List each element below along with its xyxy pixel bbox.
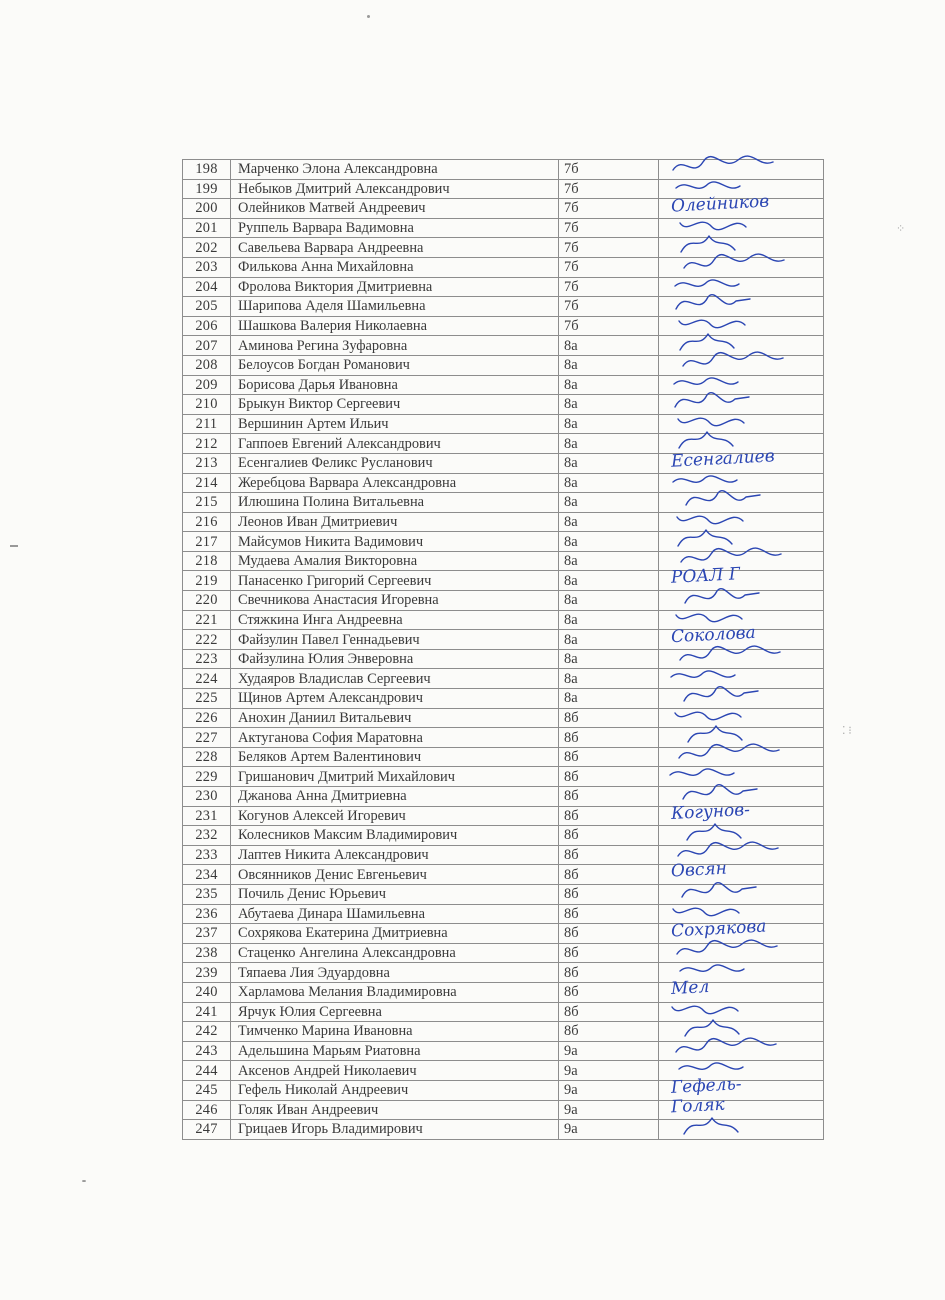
class-label: 7б <box>559 316 659 336</box>
signature-cell <box>659 191 824 219</box>
signature-cell <box>659 943 824 963</box>
class-label: 8а <box>559 591 659 611</box>
class-label: 8а <box>559 395 659 415</box>
class-label: 8б <box>559 963 659 983</box>
table-row <box>183 473 824 493</box>
row-number: 229 <box>183 767 231 787</box>
class-label: 8б <box>559 904 659 924</box>
class-label: 8а <box>559 630 659 650</box>
row-number: 231 <box>183 806 231 826</box>
handwritten-signature: Олейников <box>670 191 770 217</box>
student-name: Майсумов Никита Вадимович <box>231 532 559 552</box>
class-label: 8б <box>559 845 659 865</box>
row-number: 245 <box>183 1080 231 1100</box>
class-label: 8б <box>559 728 659 748</box>
row-number: 225 <box>183 689 231 709</box>
table-row <box>183 924 824 944</box>
student-name: Стаценко Ангелина Александровна <box>231 943 559 963</box>
class-label: 7б <box>559 257 659 277</box>
signature-cell <box>659 473 824 493</box>
handwritten-signature: Овсян <box>670 858 728 882</box>
student-name: Леонов Иван Дмитриевич <box>231 512 559 532</box>
row-number: 246 <box>183 1100 231 1120</box>
class-label: 8б <box>559 767 659 787</box>
class-label: 8а <box>559 649 659 669</box>
signature-cell <box>659 767 824 787</box>
class-label: 8б <box>559 943 659 963</box>
student-name: Мудаева Амалия Викторовна <box>231 551 559 571</box>
student-name: Ярчук Юлия Сергеевна <box>231 1002 559 1022</box>
signature-cell <box>659 532 824 552</box>
class-label: 8а <box>559 493 659 513</box>
student-list-table <box>182 159 824 1140</box>
row-number: 205 <box>183 297 231 317</box>
table-row <box>183 199 824 219</box>
class-label: 8б <box>559 982 659 1002</box>
signature-cell <box>659 708 824 728</box>
class-label: 8а <box>559 414 659 434</box>
student-name: Файзулин Павел Геннадьевич <box>231 630 559 650</box>
table-row <box>183 571 824 591</box>
handwritten-signature: Когунов- <box>670 799 751 824</box>
student-name: Руппель Варвара Вадимовна <box>231 218 559 238</box>
student-name: Гефель Николай Андреевич <box>231 1080 559 1100</box>
row-number: 222 <box>183 630 231 650</box>
row-number: 234 <box>183 865 231 885</box>
table-row <box>183 316 824 336</box>
signature-cell <box>659 787 824 807</box>
row-number: 204 <box>183 277 231 297</box>
student-name: Свечникова Анастасия Игоревна <box>231 591 559 611</box>
signature-cell <box>659 257 824 277</box>
row-number: 203 <box>183 257 231 277</box>
signature-cell <box>659 395 824 415</box>
signature-cell <box>659 747 824 767</box>
row-number: 206 <box>183 316 231 336</box>
table-row <box>183 1022 824 1042</box>
row-number: 202 <box>183 238 231 258</box>
signature-cell <box>659 160 824 180</box>
signature-cell <box>659 1094 824 1120</box>
student-name: Шашкова Валерия Николаевна <box>231 316 559 336</box>
signature-cell <box>659 414 824 434</box>
table-row <box>183 238 824 258</box>
student-name: Колесников Максим Владимирович <box>231 826 559 846</box>
row-number: 209 <box>183 375 231 395</box>
table-row <box>183 257 824 277</box>
signature-cell <box>659 238 824 258</box>
signature-cell <box>659 826 824 846</box>
row-number: 233 <box>183 845 231 865</box>
student-name: Лаптев Никита Александрович <box>231 845 559 865</box>
table-row <box>183 865 824 885</box>
signature-cell <box>659 1002 824 1022</box>
scan-speck <box>367 15 370 18</box>
table-row <box>183 845 824 865</box>
signature-cell <box>659 728 824 748</box>
student-name: Худаяров Владислав Сергеевич <box>231 669 559 689</box>
signature-cell <box>659 904 824 924</box>
student-name: Адельшина Марьям Риатовна <box>231 1041 559 1061</box>
row-number: 210 <box>183 395 231 415</box>
table-row <box>183 669 824 689</box>
signature-cell <box>659 355 824 375</box>
table-row <box>183 591 824 611</box>
student-name: Марченко Элона Александровна <box>231 160 559 180</box>
table-row <box>183 747 824 767</box>
class-label: 8б <box>559 884 659 904</box>
student-name: Белоусов Богдан Романович <box>231 355 559 375</box>
row-number: 221 <box>183 610 231 630</box>
table-row <box>183 493 824 513</box>
row-number: 201 <box>183 218 231 238</box>
signature-cell <box>659 591 824 611</box>
table-row <box>183 708 824 728</box>
student-name: Фролова Виктория Дмитриевна <box>231 277 559 297</box>
class-label: 8а <box>559 336 659 356</box>
signature-cell <box>659 1120 824 1140</box>
row-number: 213 <box>183 453 231 473</box>
signature-cell <box>659 564 824 591</box>
row-number: 211 <box>183 414 231 434</box>
table-row <box>183 375 824 395</box>
student-name: Файзулина Юлия Энверовна <box>231 649 559 669</box>
student-name: Харламова Мелания Владимировна <box>231 982 559 1002</box>
handwritten-signature: Соколова <box>670 623 757 648</box>
student-name: Есенгалиев Феликс Русланович <box>231 453 559 473</box>
signature-cell <box>659 1022 824 1042</box>
handwritten-signature: Мел <box>670 976 710 999</box>
student-name: Небыков Дмитрий Александрович <box>231 179 559 199</box>
row-number: 223 <box>183 649 231 669</box>
student-name: Беляков Артем Валентинович <box>231 747 559 767</box>
table-row <box>183 630 824 650</box>
row-number: 198 <box>183 160 231 180</box>
table-row <box>183 728 824 748</box>
row-number: 200 <box>183 199 231 219</box>
signature-cell <box>659 512 824 532</box>
student-name: Вершинин Артем Ильич <box>231 414 559 434</box>
row-number: 217 <box>183 532 231 552</box>
table-row <box>183 336 824 356</box>
table-row <box>183 1041 824 1061</box>
table-row <box>183 963 824 983</box>
row-number: 215 <box>183 493 231 513</box>
student-name: Сохрякова Екатерина Дмитриевна <box>231 924 559 944</box>
signature-cell <box>659 1041 824 1061</box>
scan-speck <box>82 1180 86 1182</box>
row-number: 226 <box>183 708 231 728</box>
class-label: 8б <box>559 708 659 728</box>
class-label: 9а <box>559 1061 659 1081</box>
row-number: 220 <box>183 591 231 611</box>
table-row <box>183 649 824 669</box>
table-row <box>183 884 824 904</box>
class-label: 7б <box>559 238 659 258</box>
row-number: 230 <box>183 787 231 807</box>
student-name: Абутаева Динара Шамильевна <box>231 904 559 924</box>
class-label: 9а <box>559 1041 659 1061</box>
signature-cell <box>659 623 824 650</box>
signature-cell <box>659 336 824 356</box>
signature-cell <box>659 493 824 513</box>
signature-cell <box>659 179 824 199</box>
signature-cell <box>659 858 824 885</box>
signature-cell <box>659 845 824 865</box>
class-label: 8а <box>559 512 659 532</box>
class-label: 8б <box>559 787 659 807</box>
table-row <box>183 1100 824 1120</box>
row-number: 236 <box>183 904 231 924</box>
student-name: Щинов Артем Александрович <box>231 689 559 709</box>
student-name: Когунов Алексей Игоревич <box>231 806 559 826</box>
student-name: Савельева Варвара Андреевна <box>231 238 559 258</box>
signature-cell <box>659 434 824 454</box>
table-row <box>183 218 824 238</box>
row-number: 242 <box>183 1022 231 1042</box>
row-number: 227 <box>183 728 231 748</box>
table-row <box>183 1080 824 1100</box>
class-label: 7б <box>559 297 659 317</box>
class-label: 8б <box>559 1002 659 1022</box>
student-name: Стяжкина Инга Андреевна <box>231 610 559 630</box>
student-name: Анохин Даниил Витальевич <box>231 708 559 728</box>
row-number: 237 <box>183 924 231 944</box>
row-number: 241 <box>183 1002 231 1022</box>
student-name: Брыкун Виктор Сергеевич <box>231 395 559 415</box>
table-row <box>183 787 824 807</box>
student-name: Почиль Денис Юрьевич <box>231 884 559 904</box>
table-row <box>183 767 824 787</box>
table-row <box>183 179 824 199</box>
signature-cell <box>659 446 824 473</box>
scan-smudge: ⁘ <box>896 223 906 235</box>
student-name: Филькова Анна Михайловна <box>231 257 559 277</box>
class-label: 7б <box>559 218 659 238</box>
class-label: 9а <box>559 1120 659 1140</box>
handwritten-signature: РОАЛ Г <box>670 564 741 589</box>
row-number: 240 <box>183 982 231 1002</box>
signature-cell <box>659 1061 824 1081</box>
class-label: 8а <box>559 375 659 395</box>
class-label: 8а <box>559 532 659 552</box>
row-number: 238 <box>183 943 231 963</box>
class-label: 9а <box>559 1100 659 1120</box>
table-row <box>183 453 824 473</box>
class-label: 8а <box>559 689 659 709</box>
table-row <box>183 904 824 924</box>
table-row <box>183 1120 824 1140</box>
student-name: Аминова Регина Зуфаровна <box>231 336 559 356</box>
class-label: 8а <box>559 551 659 571</box>
row-number: 243 <box>183 1041 231 1061</box>
signature-cell <box>659 551 824 571</box>
student-name: Тяпаева Лия Эдуардовна <box>231 963 559 983</box>
handwritten-signature: Есенгалиев <box>670 446 776 472</box>
student-name: Овсянников Денис Евгеньевич <box>231 865 559 885</box>
table-row <box>183 532 824 552</box>
signature-cell <box>659 297 824 317</box>
table-row <box>183 355 824 375</box>
student-name: Жеребцова Варвара Александровна <box>231 473 559 493</box>
signature-cell <box>659 375 824 395</box>
table-row <box>183 1002 824 1022</box>
student-name: Илюшина Полина Витальевна <box>231 493 559 513</box>
row-number: 216 <box>183 512 231 532</box>
class-label: 8а <box>559 669 659 689</box>
signature-cell <box>659 277 824 297</box>
class-label: 8б <box>559 826 659 846</box>
row-number: 212 <box>183 434 231 454</box>
class-label: 7б <box>559 277 659 297</box>
class-label: 8б <box>559 806 659 826</box>
signature-cell <box>659 316 824 336</box>
class-label: 7б <box>559 160 659 180</box>
student-list-body <box>183 160 824 1140</box>
table-row <box>183 277 824 297</box>
signature-cell <box>659 963 824 983</box>
table-row <box>183 610 824 630</box>
student-name: Актуганова София Маратовна <box>231 728 559 748</box>
student-name: Олейников Матвей Андреевич <box>231 199 559 219</box>
table-row <box>183 395 824 415</box>
class-label: 8б <box>559 1022 659 1042</box>
student-name: Тимченко Марина Ивановна <box>231 1022 559 1042</box>
class-label: 8а <box>559 355 659 375</box>
signature-cell <box>659 218 824 238</box>
table-row <box>183 826 824 846</box>
handwritten-signature: Сохрякова <box>670 916 767 942</box>
class-label: 8а <box>559 453 659 473</box>
class-label: 7б <box>559 199 659 219</box>
class-label: 9а <box>559 1080 659 1100</box>
signature-cell <box>659 1074 824 1100</box>
table-row <box>183 689 824 709</box>
table-row <box>183 982 824 1002</box>
row-number: 247 <box>183 1120 231 1140</box>
row-number: 235 <box>183 884 231 904</box>
student-name: Грицаев Игорь Владимирович <box>231 1120 559 1140</box>
signature-cell <box>659 669 824 689</box>
row-number: 244 <box>183 1061 231 1081</box>
table-row <box>183 1061 824 1081</box>
table-row <box>183 434 824 454</box>
scan-mark <box>10 545 18 547</box>
row-number: 207 <box>183 336 231 356</box>
table-row <box>183 806 824 826</box>
signature-cell <box>659 799 824 826</box>
table-row <box>183 551 824 571</box>
signature-cell <box>659 976 824 1002</box>
row-number: 232 <box>183 826 231 846</box>
student-name: Аксенов Андрей Николаевич <box>231 1061 559 1081</box>
row-number: 208 <box>183 355 231 375</box>
class-label: 8а <box>559 610 659 630</box>
handwritten-signature: Гефель- <box>670 1074 742 1098</box>
class-label: 7б <box>559 179 659 199</box>
signature-cell <box>659 610 824 630</box>
scan-smudge: ⁚ ⁝ <box>842 725 852 737</box>
table-row <box>183 512 824 532</box>
signature-cell <box>659 649 824 669</box>
table-row <box>183 297 824 317</box>
student-name: Джанова Анна Дмитриевна <box>231 787 559 807</box>
class-label: 8а <box>559 434 659 454</box>
row-number: 218 <box>183 551 231 571</box>
row-number: 228 <box>183 747 231 767</box>
student-name: Гришанович Дмитрий Михайлович <box>231 767 559 787</box>
student-name: Борисова Дарья Ивановна <box>231 375 559 395</box>
class-label: 8б <box>559 747 659 767</box>
student-name: Гаппоев Евгений Александрович <box>231 434 559 454</box>
signature-cell <box>659 884 824 904</box>
table-row <box>183 160 824 180</box>
handwritten-signature: Голяк <box>670 1094 726 1117</box>
signature-cell <box>659 916 824 944</box>
row-number: 219 <box>183 571 231 591</box>
row-number: 214 <box>183 473 231 493</box>
row-number: 224 <box>183 669 231 689</box>
student-name: Голяк Иван Андреевич <box>231 1100 559 1120</box>
class-label: 8б <box>559 865 659 885</box>
row-number: 199 <box>183 179 231 199</box>
table-row <box>183 414 824 434</box>
class-label: 8а <box>559 571 659 591</box>
table-row <box>183 943 824 963</box>
class-label: 8а <box>559 473 659 493</box>
student-name: Панасенко Григорий Сергеевич <box>231 571 559 591</box>
row-number: 239 <box>183 963 231 983</box>
student-name: Шарипова Аделя Шамильевна <box>231 297 559 317</box>
signature-cell <box>659 689 824 709</box>
class-label: 8б <box>559 924 659 944</box>
